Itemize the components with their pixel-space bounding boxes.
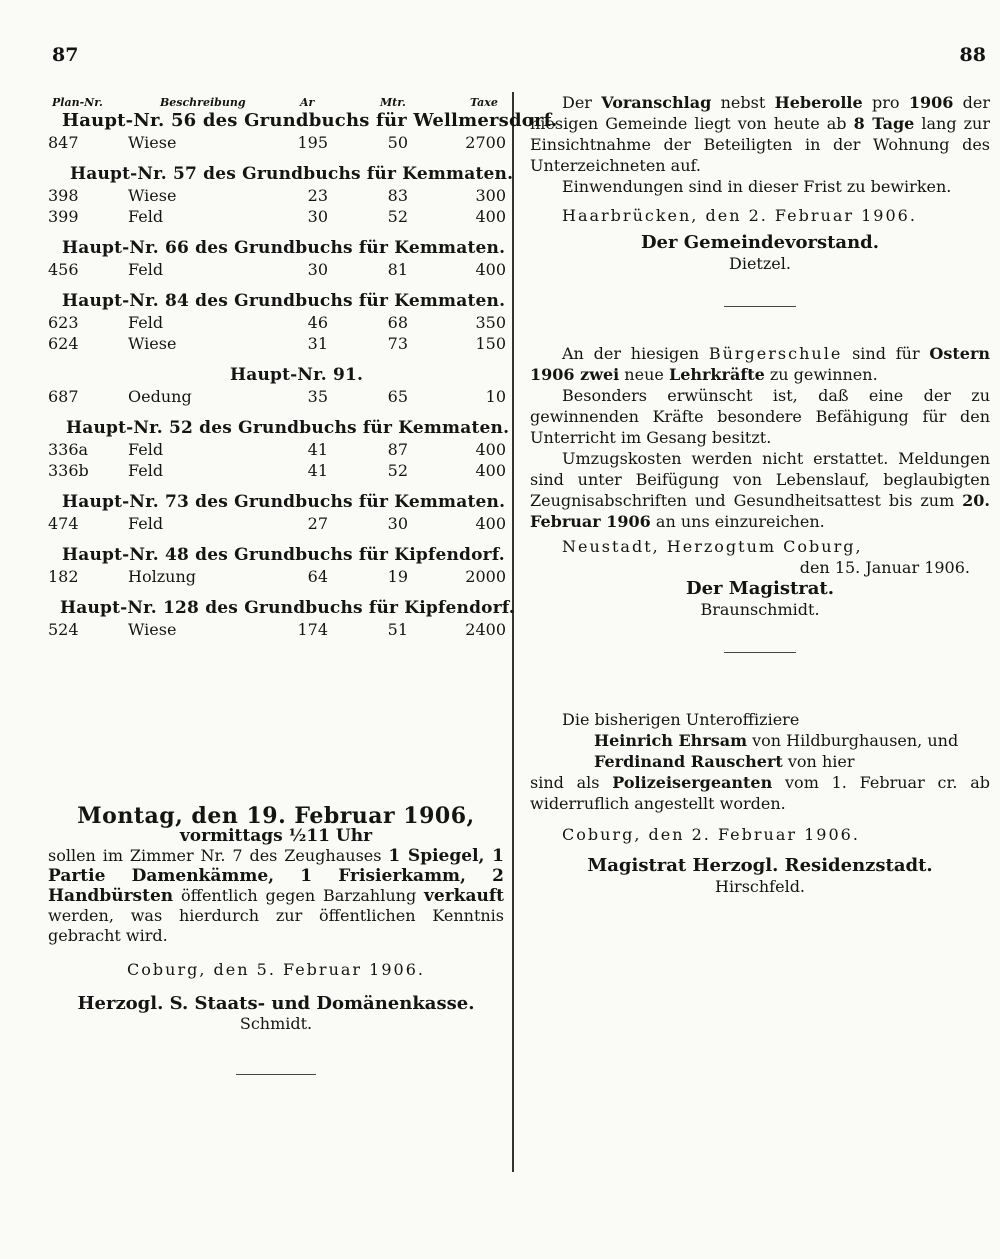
place-text: Neustadt, Herzogtum Coburg,: [562, 537, 863, 556]
cell-ar: 174: [297, 620, 328, 639]
cell-plan: 456: [48, 260, 79, 279]
text: lang zur Einsichtnahme der Beteiligten in der Wohnung des Unterzeichneten auf.: [530, 114, 990, 175]
auction-text: öffentlich gegen Barzahlung: [173, 886, 425, 905]
cell-plan: 398: [48, 186, 79, 205]
text: an uns einzureichen.: [650, 512, 825, 531]
cell-taxe: 400: [475, 461, 506, 480]
buergerschule-paragraph-3: [530, 448, 990, 532]
voranschlag-notice: [530, 92, 990, 307]
page-number-left: 87: [52, 44, 79, 66]
header-ar: Ar: [300, 96, 315, 109]
property-table: [48, 96, 558, 641]
table-row: [48, 440, 506, 461]
cell-ar: 23: [307, 186, 328, 205]
cell-description: Holzung: [128, 567, 196, 586]
table-row: [48, 567, 506, 588]
buergerschule-date: den 15. Januar 1906.: [799, 558, 970, 577]
cell-mtr: 30: [387, 514, 408, 533]
cell-description: Wiese: [128, 133, 177, 152]
polizei-organization: Magistrat Herzogl. Residenzstadt.: [587, 855, 933, 876]
emphasis: Ostern 1906 zwei: [530, 344, 990, 384]
cell-taxe: 10: [485, 387, 506, 406]
auction-place-date: Coburg, den 5. Februar 1906.: [127, 960, 425, 979]
header-description: Beschreibung: [160, 96, 246, 109]
group-title: Haupt-Nr. 57 des Grundbuchs für Kemmaten.: [70, 164, 514, 184]
buergerschule-paragraph: [530, 343, 990, 385]
auction-items: 1 Spiegel, 1 Partie Damenkämme, 1 Frisierkamm, 2 Handbürsten: [48, 846, 505, 906]
auction-text: werden, was hierdurch zur öffentlichen Kenntnis gebracht wird.: [48, 906, 504, 945]
text: Umzugskosten werden nicht erstattet. Meldungen sind unter Beifügung von Lebenslauf, beglaubigten Zeugnisabschriften und Gesundheitsattest bis zum: [530, 449, 990, 510]
text: pro: [862, 93, 909, 112]
auction-body: [48, 846, 504, 946]
table-row: [48, 133, 506, 154]
buergerschule-signature: Braunschmidt.: [700, 600, 820, 619]
auction-verkauft: verkauft: [424, 886, 504, 906]
cell-plan: 524: [48, 620, 79, 639]
cell-mtr: 87: [387, 440, 408, 459]
cell-ar: 195: [297, 133, 328, 152]
cell-description: Wiese: [128, 334, 177, 353]
buergerschule-notice: [530, 343, 990, 653]
table-row: [48, 260, 506, 281]
group-title: Haupt-Nr. 56 des Grundbuchs für Wellmersdorf.: [62, 110, 558, 131]
polizei-line-1: Die bisherigen Unteroffiziere: [562, 710, 800, 729]
text: zu gewinnen.: [764, 365, 878, 384]
auction-text: sollen im Zimmer Nr. 7 des Zeughauses: [48, 846, 389, 865]
cell-ar: 27: [307, 514, 328, 533]
voranschlag-organization: Der Gemeindevorstand.: [640, 232, 880, 253]
cell-description: Wiese: [128, 620, 177, 639]
cell-plan: 474: [48, 514, 79, 533]
cell-ar: 41: [307, 461, 328, 480]
emphasis: Polizeisergeanten: [612, 773, 773, 792]
cell-taxe: 2400: [465, 620, 506, 639]
cell-description: Feld: [128, 313, 164, 332]
cell-plan: 847: [48, 133, 79, 152]
cell-ar: 64: [307, 567, 328, 586]
page-number-right: 88: [959, 44, 986, 66]
auction-notice: [48, 803, 505, 1075]
cell-mtr: 19: [387, 567, 408, 586]
cell-taxe: 300: [475, 186, 506, 205]
emphasis: Lehrkräfte: [668, 365, 765, 384]
text: sind als: [530, 773, 613, 792]
group-title: Haupt-Nr. 128 des Grundbuchs für Kipfendorf.: [60, 598, 515, 618]
cell-ar: 30: [307, 207, 328, 226]
cell-taxe: 2700: [465, 133, 506, 152]
cell-taxe: 400: [475, 514, 506, 533]
cell-mtr: 51: [387, 620, 408, 639]
spaced-text: Bürgerschule: [708, 344, 843, 363]
cell-plan: 624: [48, 334, 79, 353]
buergerschule-place: [530, 536, 990, 557]
table-row: [48, 514, 506, 535]
emphasis: Heberolle: [774, 93, 863, 112]
cell-taxe: 400: [475, 440, 506, 459]
buergerschule-paragraph-2: Besonders erwünscht ist, daß eine der zu gewinnenden Kräfte besondere Befähigung für den Unterricht im Gesang besitzt.: [530, 386, 990, 447]
cell-mtr: 81: [387, 260, 408, 279]
cell-taxe: 400: [475, 260, 506, 279]
right-column: [530, 92, 990, 897]
cell-plan: 182: [48, 567, 79, 586]
table-row: [48, 387, 506, 408]
cell-plan: 687: [48, 387, 79, 406]
auction-time: vormittags ½11 Uhr: [179, 826, 373, 846]
polizei-place-date: Coburg, den 2. Februar 1906.: [562, 825, 860, 844]
group-title: Haupt-Nr. 91.: [230, 365, 364, 385]
cell-mtr: 65: [387, 387, 408, 406]
text: neue: [619, 365, 669, 384]
cell-description: Feld: [128, 514, 164, 533]
cell-mtr: 50: [387, 133, 408, 152]
polizei-line-4: [530, 772, 990, 814]
table-row: [48, 461, 506, 482]
cell-description: Feld: [128, 461, 164, 480]
cell-taxe: 150: [475, 334, 506, 353]
cell-ar: 41: [307, 440, 328, 459]
table-row: [48, 186, 506, 207]
cell-ar: 35: [307, 387, 328, 406]
table-row: [48, 207, 506, 228]
voranschlag-signature: Dietzel.: [729, 254, 791, 273]
text: Der: [562, 93, 602, 112]
text: nebst: [711, 93, 775, 112]
cell-ar: 30: [307, 260, 328, 279]
cell-ar: 46: [307, 313, 328, 332]
cell-mtr: 73: [387, 334, 408, 353]
group-title: Haupt-Nr. 66 des Grundbuchs für Kemmaten.: [62, 238, 506, 258]
text: von hier: [782, 752, 855, 771]
cell-plan: 623: [48, 313, 79, 332]
header-mtr: Mtr.: [380, 96, 406, 109]
cell-ar: 31: [307, 334, 328, 353]
header-plan: Plan-Nr.: [52, 96, 103, 109]
separator-rule: [724, 306, 796, 307]
cell-mtr: 52: [387, 207, 408, 226]
cell-description: Wiese: [128, 186, 177, 205]
cell-mtr: 68: [387, 313, 408, 332]
polizei-line-3: [530, 751, 990, 772]
auction-organization: Herzogl. S. Staats- und Domänenkasse.: [77, 993, 475, 1014]
name-1: Heinrich Ehrsam: [594, 731, 748, 750]
emphasis: 8 Tage: [853, 114, 915, 133]
table-row: [48, 620, 506, 641]
cell-plan: 399: [48, 207, 79, 226]
cell-description: Feld: [128, 207, 164, 226]
cell-plan: 336b: [48, 461, 89, 480]
group-title: Haupt-Nr. 52 des Grundbuchs für Kemmaten.: [66, 418, 510, 438]
column-divider: [512, 92, 514, 1172]
header-taxe: Taxe: [470, 96, 498, 109]
polizei-notice: [530, 709, 990, 897]
text: An der hiesigen: [562, 344, 709, 363]
text: sind für: [842, 344, 930, 363]
table-row: [48, 313, 506, 334]
cell-description: Oedung: [128, 387, 192, 406]
emphasis: 20. Februar 1906: [530, 491, 990, 531]
emphasis: 1906: [908, 93, 954, 112]
cell-plan: 336a: [48, 440, 89, 459]
cell-mtr: 83: [387, 186, 408, 205]
cell-mtr: 52: [387, 461, 408, 480]
polizei-line-2: [530, 730, 990, 751]
separator-rule: [724, 652, 796, 653]
table-row: [48, 334, 506, 355]
cell-taxe: 2000: [465, 567, 506, 586]
auction-signature: Schmidt.: [239, 1014, 313, 1033]
text: vom 1. Februar cr. ab widerruflich angestellt worden.: [530, 773, 990, 813]
voranschlag-place-date: Haarbrücken, den 2. Februar 1906.: [562, 206, 917, 225]
name-2: Ferdinand Rauschert: [594, 752, 783, 771]
group-title: Haupt-Nr. 84 des Grundbuchs für Kemmaten.: [62, 291, 506, 311]
group-title: Haupt-Nr. 73 des Grundbuchs für Kemmaten.: [62, 492, 506, 512]
voranschlag-paragraph: [530, 92, 990, 176]
text: von Hildburghausen, und: [747, 731, 959, 750]
buergerschule-organization: Der Magistrat.: [686, 578, 834, 599]
polizei-signature: Hirschfeld.: [714, 877, 806, 896]
separator-rule: [236, 1074, 316, 1075]
voranschlag-paragraph-2: Einwendungen sind in dieser Frist zu bewirken.: [562, 177, 952, 196]
cell-description: Feld: [128, 440, 164, 459]
cell-description: Feld: [128, 260, 164, 279]
auction-date: Montag, den 19. Februar 1906,: [77, 803, 475, 829]
group-title: Haupt-Nr. 48 des Grundbuchs für Kipfendorf.: [62, 545, 505, 565]
text: der hiesigen Gemeinde liegt von heute ab: [530, 93, 991, 133]
emphasis: Voranschlag: [601, 93, 712, 112]
cell-taxe: 350: [475, 313, 506, 332]
cell-taxe: 400: [475, 207, 506, 226]
table-header: [48, 96, 506, 112]
